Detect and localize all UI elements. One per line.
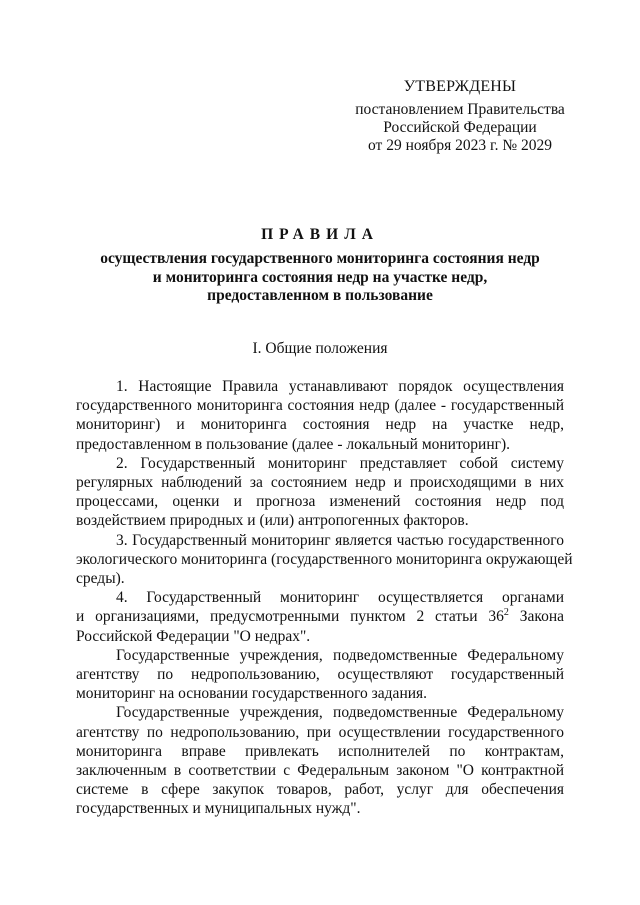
text-line: Российской Федерации "О недрах". (76, 627, 311, 645)
paragraph-5 (76, 646, 564, 704)
paragraph-3 (76, 531, 573, 589)
paragraph-2 (76, 454, 564, 531)
approval-line: постановлением Правительства (355, 101, 565, 118)
text-line: Государственные учреждения, подведомственные Федеральному (116, 646, 564, 664)
text-line: Государственные учреждения, подведомственные Федеральному (116, 704, 564, 722)
text-line: мониторинг) и мониторинга состояния недр на участке недр, (76, 416, 564, 434)
subtitle-line: осуществления государственного мониторинга состояния недр (100, 250, 540, 267)
text-line: агентству по недропользованию, осуществляют государственный (76, 666, 564, 684)
paragraph-1 (76, 377, 564, 454)
document-title: ПРАВИЛА (261, 226, 379, 243)
text-line: 3. Государственный мониторинг является частью государственного (116, 531, 564, 549)
subtitle-line: и мониторинга состояния недр на участке недр, (152, 268, 488, 286)
text-line: регулярных наблюдений за состоянием недр и происходящими в них (76, 474, 564, 492)
text-line: государственных и муниципальных нужд". (76, 800, 361, 818)
text-line (76, 607, 564, 626)
text-line: заключенным в соответствии с Федеральным законом "О контрактной (76, 762, 564, 780)
text-line: 1. Настоящие Правила устанавливают порядок осуществления (116, 378, 564, 395)
subtitle-line: предоставленном в пользование (207, 287, 433, 304)
text-line: экологического мониторинга (государственного мониторинга окружающей (76, 550, 573, 568)
text-line: 2. Государственный мониторинг представляет собой систему (116, 454, 564, 472)
paragraph-6 (76, 703, 564, 818)
text-line: процессами, оценки и прогноза изменений состояния недр под (76, 493, 564, 511)
text-line: системе в сфере закупок товаров, работ, услуг для обеспечения (76, 781, 564, 799)
footnote-mark: 2 (503, 607, 509, 619)
text-line: среды). (76, 570, 125, 588)
text-fragment: Закона (519, 608, 565, 626)
text-line: мониторинг на основании государственного задания. (76, 685, 428, 703)
text-line: государственного мониторинга состояния недр (далее - государственный (76, 397, 564, 415)
paragraph-4 (76, 588, 564, 646)
section-heading: I. Общие положения (252, 340, 388, 357)
approval-stamp: УТВЕРЖДЕНЫ (403, 78, 517, 95)
document-subtitle (76, 250, 564, 306)
approval-line: Российской Федерации (383, 119, 537, 136)
text-line: предоставленном в пользование (далее - локальный мониторинг). (76, 435, 511, 453)
text-line: агентству по недропользованию, при осуществлении государственного (76, 723, 564, 741)
document-body (76, 377, 573, 819)
approval-date-line: от 29 ноября 2023 г. № 2029 (368, 137, 552, 154)
text-line: воздействием природных и (или) антропогенных факторов. (76, 512, 469, 530)
approval-block (330, 78, 590, 155)
text-fragment: и организациями, предусмотренными пунктом 2 статьи 36 (76, 608, 504, 626)
text-line: 4. Государственный мониторинг осуществляется органами (116, 589, 564, 607)
text-line: мониторинга вправе привлекать исполнителей по контрактам, (76, 742, 564, 760)
